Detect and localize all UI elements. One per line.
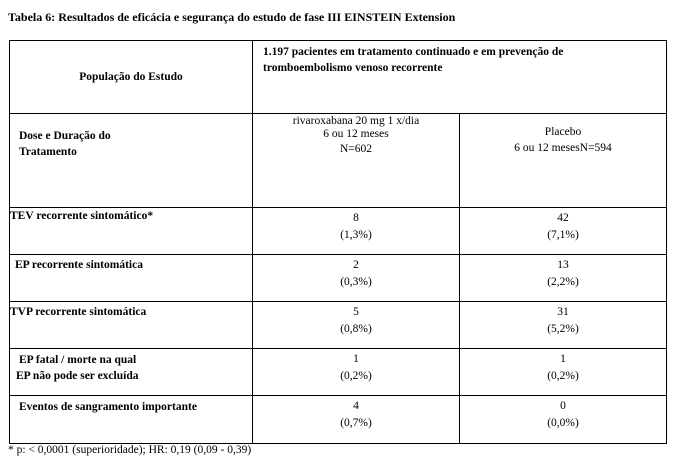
dose-label-cell — [10, 114, 253, 208]
arm2-value-cell — [460, 255, 667, 302]
population-desc-line2: tromboembolismo venoso recorrente — [263, 62, 443, 74]
arm1-count: 5 — [353, 306, 359, 318]
table-row — [10, 208, 667, 255]
arm2-value-cell — [460, 349, 667, 396]
dose-label-line1: Dose e Duração do — [19, 130, 111, 142]
header-row-population — [10, 41, 667, 114]
arm1-count: 1 — [353, 353, 359, 365]
arm1-value-cell — [253, 255, 460, 302]
arm1-percent: (0,2%) — [340, 370, 372, 382]
arm1-value-cell — [253, 396, 460, 444]
arm1-percent: (1,3%) — [340, 229, 372, 241]
arm2-percent: (2,2%) — [547, 276, 579, 288]
arm-placebo-cell — [460, 114, 667, 208]
row-label-cell — [10, 208, 253, 255]
arm2-value-cell — [460, 302, 667, 349]
arm1-value-cell — [253, 208, 460, 255]
arm2-line2: 6 ou 12 mesesN=594 — [514, 142, 612, 154]
population-label-cell — [10, 41, 253, 114]
arm2-percent: (0,0%) — [547, 417, 579, 429]
arm2-count: 13 — [557, 259, 569, 271]
arm2-line1: Placebo — [544, 126, 582, 138]
table-row — [10, 349, 667, 396]
table-row — [10, 396, 667, 444]
arm1-percent: (0,3%) — [340, 276, 372, 288]
row-label: Eventos de sangramento importante — [19, 401, 197, 413]
arm1-count: 4 — [353, 400, 359, 412]
arm1-value-cell — [253, 349, 460, 396]
arm2-count: 0 — [560, 400, 566, 412]
arm2-percent: (7,1%) — [547, 229, 579, 241]
row-label: TEV recorrente sintomático* — [10, 210, 154, 222]
arm1-value-cell — [253, 302, 460, 349]
dose-label-line2: Tratamento — [19, 146, 77, 158]
arm2-percent: (0,2%) — [547, 370, 579, 382]
table-footnote: * p: < 0,0001 (superioridade); HR: 0,19 (0,09 - 0,39) — [8, 444, 252, 456]
arm2-percent: (5,2%) — [547, 323, 579, 335]
row-label-line2: EP não pode ser excluída — [16, 370, 139, 382]
row-label: TVP recorrente sintomática — [10, 306, 147, 318]
row-label: EP fatal / morte na qual — [19, 354, 137, 366]
arm2-count: 31 — [557, 306, 569, 318]
arm2-count: 1 — [560, 353, 566, 365]
results-table — [9, 40, 667, 444]
arm1-line3: N=602 — [339, 143, 373, 155]
arm2-value-cell — [460, 208, 667, 255]
row-label-cell — [10, 349, 253, 396]
row-label: EP recorrente sintomática — [15, 259, 143, 271]
row-label-cell — [10, 302, 253, 349]
arm1-line1: rivaroxabana 20 mg 1 x/dia — [292, 115, 420, 127]
arm1-percent: (0,8%) — [340, 323, 372, 335]
header-row-dose — [10, 114, 667, 208]
row-label-cell — [10, 255, 253, 302]
arm1-line2: 6 ou 12 meses — [323, 128, 389, 140]
population-desc-line1: 1.197 pacientes em tratamento continuado e em prevenção de — [263, 46, 564, 58]
arm2-value-cell — [460, 396, 667, 444]
table-caption: Tabela 6: Resultados de eficácia e segurança do estudo de fase III EINSTEIN Extension — [8, 10, 456, 24]
population-label: População do Estudo — [79, 71, 183, 83]
row-label-cell — [10, 396, 253, 444]
arm2-count: 42 — [557, 212, 569, 224]
arm-rivaroxabana-cell — [253, 114, 460, 208]
arm1-count: 2 — [353, 259, 359, 271]
arm1-percent: (0,7%) — [340, 417, 372, 429]
table-row — [10, 255, 667, 302]
population-desc-cell — [253, 41, 667, 114]
arm1-count: 8 — [353, 212, 359, 224]
table-row — [10, 302, 667, 349]
